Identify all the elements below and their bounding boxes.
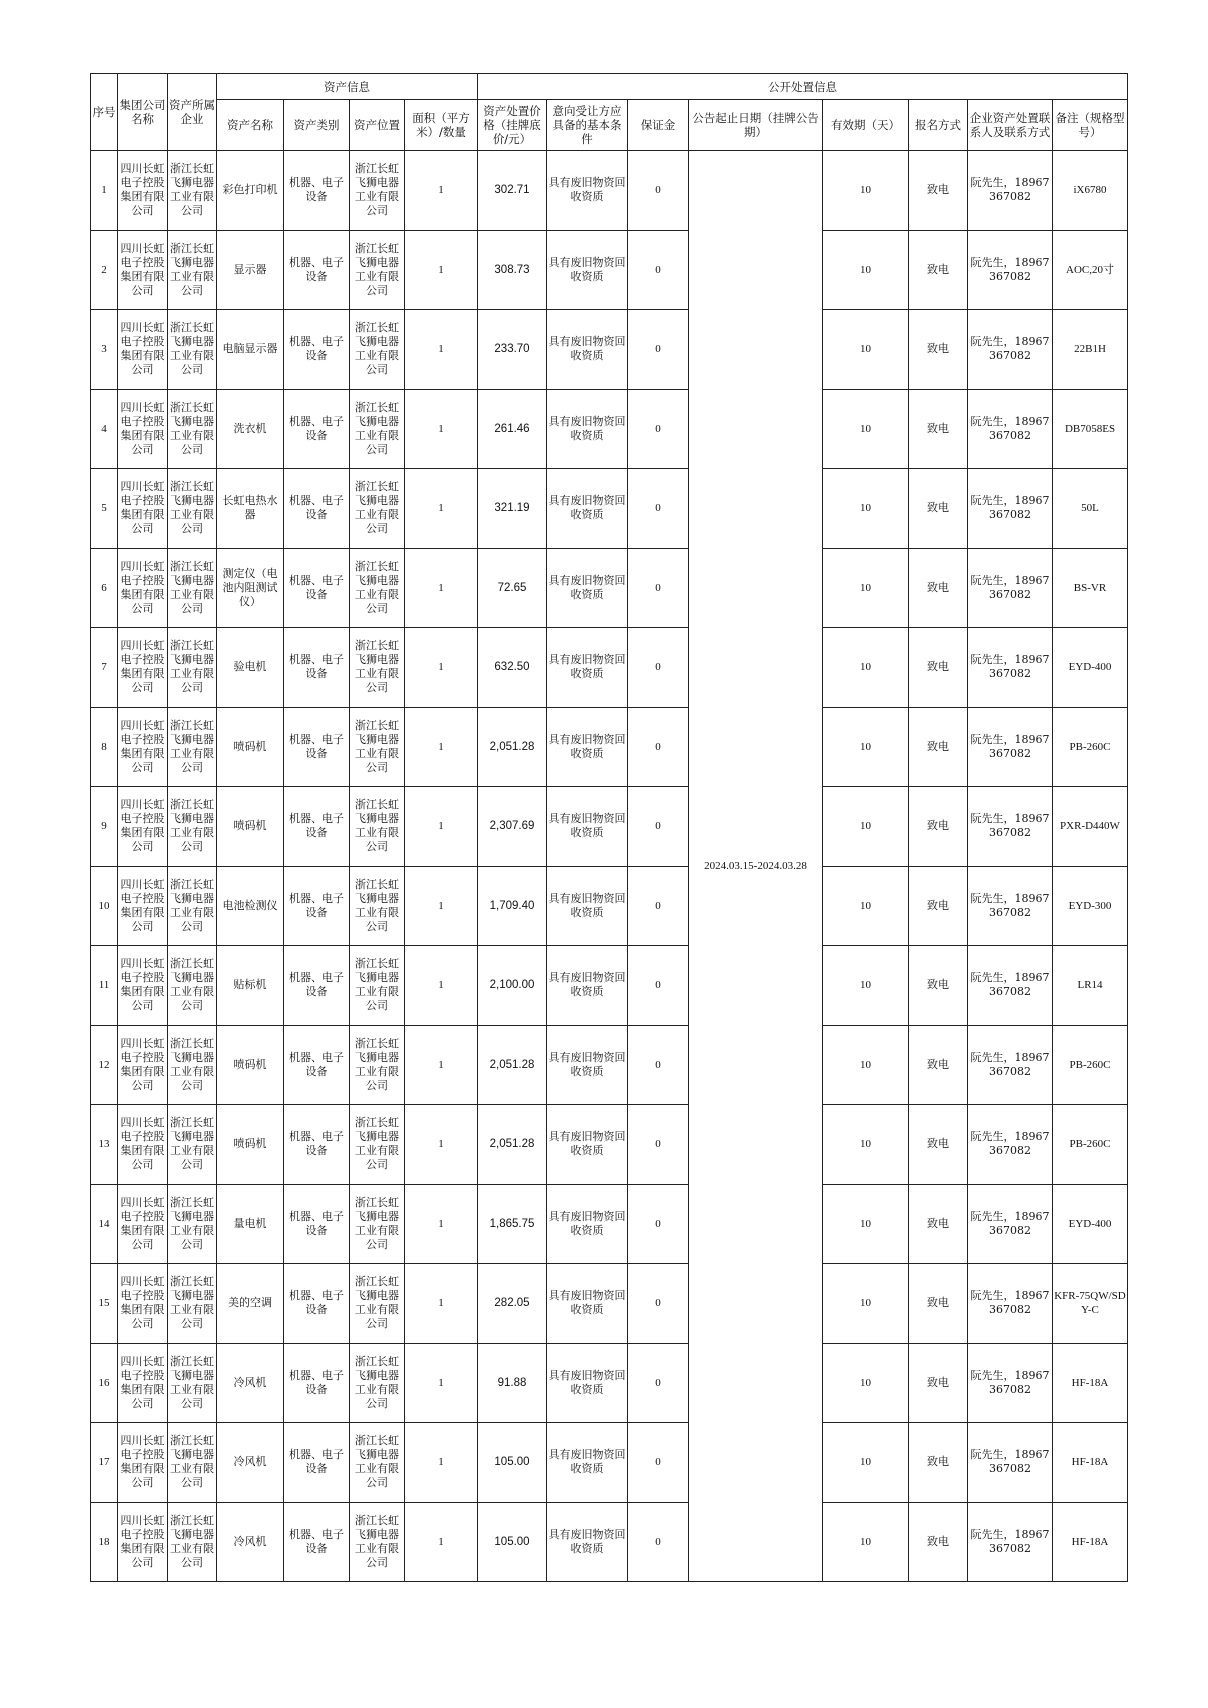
cell-deposit: 0 [628,1105,689,1185]
table-row [91,1184,1128,1264]
cell-deposit: 0 [628,469,689,549]
cell-signup: 致电 [909,628,968,708]
cell-company: 浙江长虹飞狮电器工业有限公司 [168,310,217,390]
table-row [91,1423,1128,1503]
cell-remark: HF-18A [1053,1343,1128,1423]
cell-group: 四川长虹电子控股集团有限公司 [118,1502,168,1582]
header-area-qty: 面积（平方米）/数量 [405,100,478,151]
cell-condition: 具有废旧物资回收资质 [547,1025,628,1105]
cell-deposit: 0 [628,1025,689,1105]
cell-validity: 10 [823,1502,909,1582]
cell-validity: 10 [823,548,909,628]
cell-asset-name: 彩色打印机 [217,151,284,231]
cell-company: 浙江长虹飞狮电器工业有限公司 [168,230,217,310]
table-row [91,548,1128,628]
cell-quantity: 1 [405,1502,478,1582]
cell-asset-location: 浙江长虹飞狮电器工业有限公司 [350,1502,405,1582]
cell-validity: 10 [823,1423,909,1503]
table-row [91,1343,1128,1423]
cell-price: 2,051.28 [478,1025,547,1105]
cell-price: 2,100.00 [478,946,547,1026]
header-asset-info: 资产信息 [217,74,478,100]
cell-contact: 阮先生，18967367082 [968,548,1053,628]
cell-asset-type: 机器、电子设备 [284,1105,350,1185]
cell-price: 91.88 [478,1343,547,1423]
cell-remark: EYD-300 [1053,866,1128,946]
cell-asset-name: 电脑显示器 [217,310,284,390]
cell-asset-location: 浙江长虹飞狮电器工业有限公司 [350,1343,405,1423]
cell-quantity: 1 [405,469,478,549]
cell-seq: 9 [91,787,118,867]
cell-contact: 阮先生，18967367082 [968,310,1053,390]
table-row [91,1105,1128,1185]
cell-condition: 具有废旧物资回收资质 [547,389,628,469]
cell-group: 四川长虹电子控股集团有限公司 [118,151,168,231]
cell-price: 2,051.28 [478,707,547,787]
cell-asset-name: 冷风机 [217,1502,284,1582]
cell-asset-name: 显示器 [217,230,284,310]
cell-asset-type: 机器、电子设备 [284,787,350,867]
cell-seq: 2 [91,230,118,310]
table-header [91,74,1128,151]
cell-group: 四川长虹电子控股集团有限公司 [118,707,168,787]
cell-remark: LR14 [1053,946,1128,1026]
cell-quantity: 1 [405,787,478,867]
cell-remark: PB-260C [1053,707,1128,787]
cell-contact: 阮先生，18967367082 [968,1502,1053,1582]
cell-asset-type: 机器、电子设备 [284,946,350,1026]
cell-asset-location: 浙江长虹飞狮电器工业有限公司 [350,1264,405,1344]
cell-seq: 6 [91,548,118,628]
cell-contact: 阮先生，18967367082 [968,866,1053,946]
cell-asset-type: 机器、电子设备 [284,707,350,787]
cell-group: 四川长虹电子控股集团有限公司 [118,1423,168,1503]
cell-condition: 具有废旧物资回收资质 [547,1423,628,1503]
cell-contact: 阮先生，18967367082 [968,1184,1053,1264]
cell-asset-name: 冷风机 [217,1343,284,1423]
cell-company: 浙江长虹飞狮电器工业有限公司 [168,1025,217,1105]
cell-condition: 具有废旧物资回收资质 [547,469,628,549]
cell-price: 308.73 [478,230,547,310]
header-group: 集团公司名称 [118,74,168,151]
cell-validity: 10 [823,946,909,1026]
cell-asset-type: 机器、电子设备 [284,230,350,310]
cell-asset-location: 浙江长虹飞狮电器工业有限公司 [350,628,405,708]
cell-quantity: 1 [405,946,478,1026]
cell-validity: 10 [823,1264,909,1344]
cell-price: 282.05 [478,1264,547,1344]
cell-quantity: 1 [405,1423,478,1503]
cell-deposit: 0 [628,946,689,1026]
header-period: 公告起止日期（挂牌公告期） [689,100,823,151]
cell-signup: 致电 [909,1423,968,1503]
cell-quantity: 1 [405,707,478,787]
cell-seq: 14 [91,1184,118,1264]
cell-remark: KFR-75QW/SDY-C [1053,1264,1128,1344]
cell-company: 浙江长虹飞狮电器工业有限公司 [168,1343,217,1423]
cell-validity: 10 [823,1025,909,1105]
cell-asset-location: 浙江长虹飞狮电器工业有限公司 [350,389,405,469]
cell-asset-name: 喷码机 [217,1105,284,1185]
table-row [91,866,1128,946]
cell-group: 四川长虹电子控股集团有限公司 [118,548,168,628]
cell-signup: 致电 [909,1343,968,1423]
cell-price: 261.46 [478,389,547,469]
header-price: 资产处置价格（挂牌底价/元） [478,100,547,151]
cell-contact: 阮先生，18967367082 [968,1264,1053,1344]
header-asset-location: 资产位置 [350,100,405,151]
cell-validity: 10 [823,1343,909,1423]
cell-seq: 7 [91,628,118,708]
cell-quantity: 1 [405,1025,478,1105]
cell-signup: 致电 [909,866,968,946]
cell-signup: 致电 [909,1105,968,1185]
cell-contact: 阮先生，18967367082 [968,707,1053,787]
table-row [91,628,1128,708]
cell-asset-name: 洗衣机 [217,389,284,469]
cell-validity: 10 [823,151,909,231]
cell-asset-type: 机器、电子设备 [284,548,350,628]
header-disposal-info: 公开处置信息 [478,74,1128,100]
header-conditions: 意向受让方应具备的基本条件 [547,100,628,151]
cell-group: 四川长虹电子控股集团有限公司 [118,389,168,469]
cell-asset-location: 浙江长虹飞狮电器工业有限公司 [350,469,405,549]
cell-company: 浙江长虹飞狮电器工业有限公司 [168,707,217,787]
cell-quantity: 1 [405,1105,478,1185]
cell-period: 2024.03.15-2024.03.28 [689,151,823,1582]
cell-asset-type: 机器、电子设备 [284,469,350,549]
cell-company: 浙江长虹飞狮电器工业有限公司 [168,1502,217,1582]
cell-group: 四川长虹电子控股集团有限公司 [118,469,168,549]
cell-deposit: 0 [628,548,689,628]
cell-group: 四川长虹电子控股集团有限公司 [118,310,168,390]
cell-asset-type: 机器、电子设备 [284,866,350,946]
table-row [91,389,1128,469]
header-signup: 报名方式 [909,100,968,151]
cell-asset-type: 机器、电子设备 [284,1264,350,1344]
cell-remark: AOC,20寸 [1053,230,1128,310]
table-body [91,151,1128,1582]
cell-deposit: 0 [628,707,689,787]
cell-price: 2,307.69 [478,787,547,867]
cell-signup: 致电 [909,1502,968,1582]
cell-validity: 10 [823,469,909,549]
cell-asset-type: 机器、电子设备 [284,389,350,469]
cell-asset-location: 浙江长虹飞狮电器工业有限公司 [350,1105,405,1185]
cell-group: 四川长虹电子控股集团有限公司 [118,1264,168,1344]
cell-remark: PB-260C [1053,1025,1128,1105]
cell-company: 浙江长虹飞狮电器工业有限公司 [168,628,217,708]
cell-asset-location: 浙江长虹飞狮电器工业有限公司 [350,1423,405,1503]
cell-remark: HF-18A [1053,1423,1128,1503]
header-asset-name: 资产名称 [217,100,284,151]
cell-asset-location: 浙江长虹飞狮电器工业有限公司 [350,230,405,310]
cell-remark: BS-VR [1053,548,1128,628]
cell-contact: 阮先生，18967367082 [968,946,1053,1026]
cell-quantity: 1 [405,1264,478,1344]
cell-condition: 具有废旧物资回收资质 [547,628,628,708]
cell-deposit: 0 [628,787,689,867]
cell-contact: 阮先生，18967367082 [968,469,1053,549]
header-seq: 序号 [91,74,118,151]
cell-company: 浙江长虹飞狮电器工业有限公司 [168,946,217,1026]
cell-condition: 具有废旧物资回收资质 [547,866,628,946]
cell-validity: 10 [823,866,909,946]
cell-group: 四川长虹电子控股集团有限公司 [118,628,168,708]
cell-price: 2,051.28 [478,1105,547,1185]
cell-seq: 1 [91,151,118,231]
cell-deposit: 0 [628,1264,689,1344]
cell-asset-name: 验电机 [217,628,284,708]
cell-quantity: 1 [405,389,478,469]
cell-price: 233.70 [478,310,547,390]
cell-asset-location: 浙江长虹飞狮电器工业有限公司 [350,548,405,628]
cell-asset-location: 浙江长虹飞狮电器工业有限公司 [350,707,405,787]
cell-seq: 8 [91,707,118,787]
cell-asset-name: 美的空调 [217,1264,284,1344]
cell-seq: 4 [91,389,118,469]
cell-condition: 具有废旧物资回收资质 [547,548,628,628]
table-row [91,230,1128,310]
cell-validity: 10 [823,230,909,310]
cell-seq: 10 [91,866,118,946]
cell-deposit: 0 [628,151,689,231]
table-row [91,707,1128,787]
cell-quantity: 1 [405,548,478,628]
cell-price: 302.71 [478,151,547,231]
cell-condition: 具有废旧物资回收资质 [547,1502,628,1582]
cell-condition: 具有废旧物资回收资质 [547,1105,628,1185]
cell-price: 1,709.40 [478,866,547,946]
cell-asset-location: 浙江长虹飞狮电器工业有限公司 [350,1025,405,1105]
cell-quantity: 1 [405,1343,478,1423]
cell-seq: 3 [91,310,118,390]
cell-deposit: 0 [628,1184,689,1264]
cell-quantity: 1 [405,866,478,946]
cell-condition: 具有废旧物资回收资质 [547,230,628,310]
cell-validity: 10 [823,1184,909,1264]
cell-validity: 10 [823,310,909,390]
cell-asset-name: 冷风机 [217,1423,284,1503]
cell-asset-location: 浙江长虹飞狮电器工业有限公司 [350,866,405,946]
cell-deposit: 0 [628,310,689,390]
cell-asset-location: 浙江长虹飞狮电器工业有限公司 [350,1184,405,1264]
cell-asset-name: 贴标机 [217,946,284,1026]
header-asset-type: 资产类别 [284,100,350,151]
cell-deposit: 0 [628,389,689,469]
cell-validity: 10 [823,628,909,708]
cell-deposit: 0 [628,1502,689,1582]
cell-asset-name: 喷码机 [217,787,284,867]
cell-price: 1,865.75 [478,1184,547,1264]
cell-signup: 致电 [909,389,968,469]
header-company: 资产所属企业 [168,74,217,151]
cell-asset-type: 机器、电子设备 [284,310,350,390]
cell-quantity: 1 [405,151,478,231]
cell-asset-name: 测定仪（电池内阻测试仪） [217,548,284,628]
cell-group: 四川长虹电子控股集团有限公司 [118,1343,168,1423]
cell-contact: 阮先生，18967367082 [968,389,1053,469]
cell-contact: 阮先生，18967367082 [968,230,1053,310]
cell-price: 72.65 [478,548,547,628]
cell-company: 浙江长虹飞狮电器工业有限公司 [168,151,217,231]
cell-contact: 阮先生，18967367082 [968,1105,1053,1185]
cell-asset-name: 量电机 [217,1184,284,1264]
cell-validity: 10 [823,1105,909,1185]
cell-condition: 具有废旧物资回收资质 [547,1184,628,1264]
cell-company: 浙江长虹飞狮电器工业有限公司 [168,1423,217,1503]
cell-price: 321.19 [478,469,547,549]
cell-company: 浙江长虹飞狮电器工业有限公司 [168,1105,217,1185]
cell-seq: 5 [91,469,118,549]
cell-signup: 致电 [909,469,968,549]
cell-condition: 具有废旧物资回收资质 [547,310,628,390]
cell-signup: 致电 [909,707,968,787]
cell-company: 浙江长虹飞狮电器工业有限公司 [168,469,217,549]
header-contact: 企业资产处置联系人及联系方式 [968,100,1053,151]
table-row [91,469,1128,549]
cell-price: 632.50 [478,628,547,708]
cell-condition: 具有废旧物资回收资质 [547,707,628,787]
cell-validity: 10 [823,787,909,867]
cell-signup: 致电 [909,787,968,867]
cell-asset-location: 浙江长虹飞狮电器工业有限公司 [350,151,405,231]
table-row [91,1502,1128,1582]
table-row [91,1025,1128,1105]
cell-validity: 10 [823,707,909,787]
table-row [91,787,1128,867]
cell-seq: 13 [91,1105,118,1185]
asset-disposal-table [90,73,1128,1582]
cell-deposit: 0 [628,628,689,708]
cell-signup: 致电 [909,946,968,1026]
cell-company: 浙江长虹飞狮电器工业有限公司 [168,1184,217,1264]
table-row [91,946,1128,1026]
cell-seq: 11 [91,946,118,1026]
cell-remark: HF-18A [1053,1502,1128,1582]
cell-contact: 阮先生，18967367082 [968,787,1053,867]
cell-remark: iX6780 [1053,151,1128,231]
cell-asset-name: 喷码机 [217,707,284,787]
cell-asset-type: 机器、电子设备 [284,1423,350,1503]
cell-deposit: 0 [628,1423,689,1503]
cell-asset-type: 机器、电子设备 [284,1025,350,1105]
cell-asset-name: 喷码机 [217,1025,284,1105]
cell-deposit: 0 [628,1343,689,1423]
cell-quantity: 1 [405,628,478,708]
header-remark: 备注（规格型号） [1053,100,1128,151]
cell-remark: DB7058ES [1053,389,1128,469]
cell-asset-location: 浙江长虹飞狮电器工业有限公司 [350,787,405,867]
cell-price: 105.00 [478,1423,547,1503]
cell-group: 四川长虹电子控股集团有限公司 [118,1184,168,1264]
cell-remark: EYD-400 [1053,1184,1128,1264]
cell-group: 四川长虹电子控股集团有限公司 [118,1025,168,1105]
cell-quantity: 1 [405,1184,478,1264]
cell-signup: 致电 [909,230,968,310]
cell-seq: 18 [91,1502,118,1582]
cell-group: 四川长虹电子控股集团有限公司 [118,946,168,1026]
cell-company: 浙江长虹飞狮电器工业有限公司 [168,548,217,628]
cell-asset-type: 机器、电子设备 [284,151,350,231]
cell-condition: 具有废旧物资回收资质 [547,946,628,1026]
cell-signup: 致电 [909,1025,968,1105]
cell-remark: PXR-D440W [1053,787,1128,867]
cell-seq: 15 [91,1264,118,1344]
table-row [91,1264,1128,1344]
cell-condition: 具有废旧物资回收资质 [547,1264,628,1344]
cell-group: 四川长虹电子控股集团有限公司 [118,866,168,946]
cell-asset-type: 机器、电子设备 [284,1502,350,1582]
table-row [91,310,1128,390]
cell-seq: 16 [91,1343,118,1423]
cell-company: 浙江长虹飞狮电器工业有限公司 [168,787,217,867]
cell-contact: 阮先生，18967367082 [968,151,1053,231]
cell-group: 四川长虹电子控股集团有限公司 [118,787,168,867]
cell-quantity: 1 [405,230,478,310]
cell-group: 四川长虹电子控股集团有限公司 [118,1105,168,1185]
cell-company: 浙江长虹飞狮电器工业有限公司 [168,389,217,469]
cell-remark: 50L [1053,469,1128,549]
cell-price: 105.00 [478,1502,547,1582]
cell-asset-type: 机器、电子设备 [284,1343,350,1423]
cell-contact: 阮先生，18967367082 [968,628,1053,708]
cell-condition: 具有废旧物资回收资质 [547,787,628,867]
cell-remark: 22B1H [1053,310,1128,390]
cell-signup: 致电 [909,1264,968,1344]
cell-asset-location: 浙江长虹飞狮电器工业有限公司 [350,310,405,390]
header-deposit: 保证金 [628,100,689,151]
cell-quantity: 1 [405,310,478,390]
cell-deposit: 0 [628,866,689,946]
cell-asset-location: 浙江长虹飞狮电器工业有限公司 [350,946,405,1026]
cell-contact: 阮先生，18967367082 [968,1343,1053,1423]
cell-remark: EYD-400 [1053,628,1128,708]
cell-seq: 17 [91,1423,118,1503]
cell-asset-type: 机器、电子设备 [284,628,350,708]
cell-seq: 12 [91,1025,118,1105]
cell-condition: 具有废旧物资回收资质 [547,151,628,231]
cell-signup: 致电 [909,1184,968,1264]
cell-signup: 致电 [909,548,968,628]
table-row [91,151,1128,231]
cell-company: 浙江长虹飞狮电器工业有限公司 [168,1264,217,1344]
cell-remark: PB-260C [1053,1105,1128,1185]
header-validity: 有效期（天） [823,100,909,151]
cell-validity: 10 [823,389,909,469]
cell-asset-name: 电池检测仪 [217,866,284,946]
cell-deposit: 0 [628,230,689,310]
cell-contact: 阮先生，18967367082 [968,1423,1053,1503]
cell-signup: 致电 [909,151,968,231]
cell-contact: 阮先生，18967367082 [968,1025,1053,1105]
cell-asset-name: 长虹电热水器 [217,469,284,549]
cell-company: 浙江长虹飞狮电器工业有限公司 [168,866,217,946]
cell-condition: 具有废旧物资回收资质 [547,1343,628,1423]
cell-asset-type: 机器、电子设备 [284,1184,350,1264]
cell-signup: 致电 [909,310,968,390]
cell-group: 四川长虹电子控股集团有限公司 [118,230,168,310]
